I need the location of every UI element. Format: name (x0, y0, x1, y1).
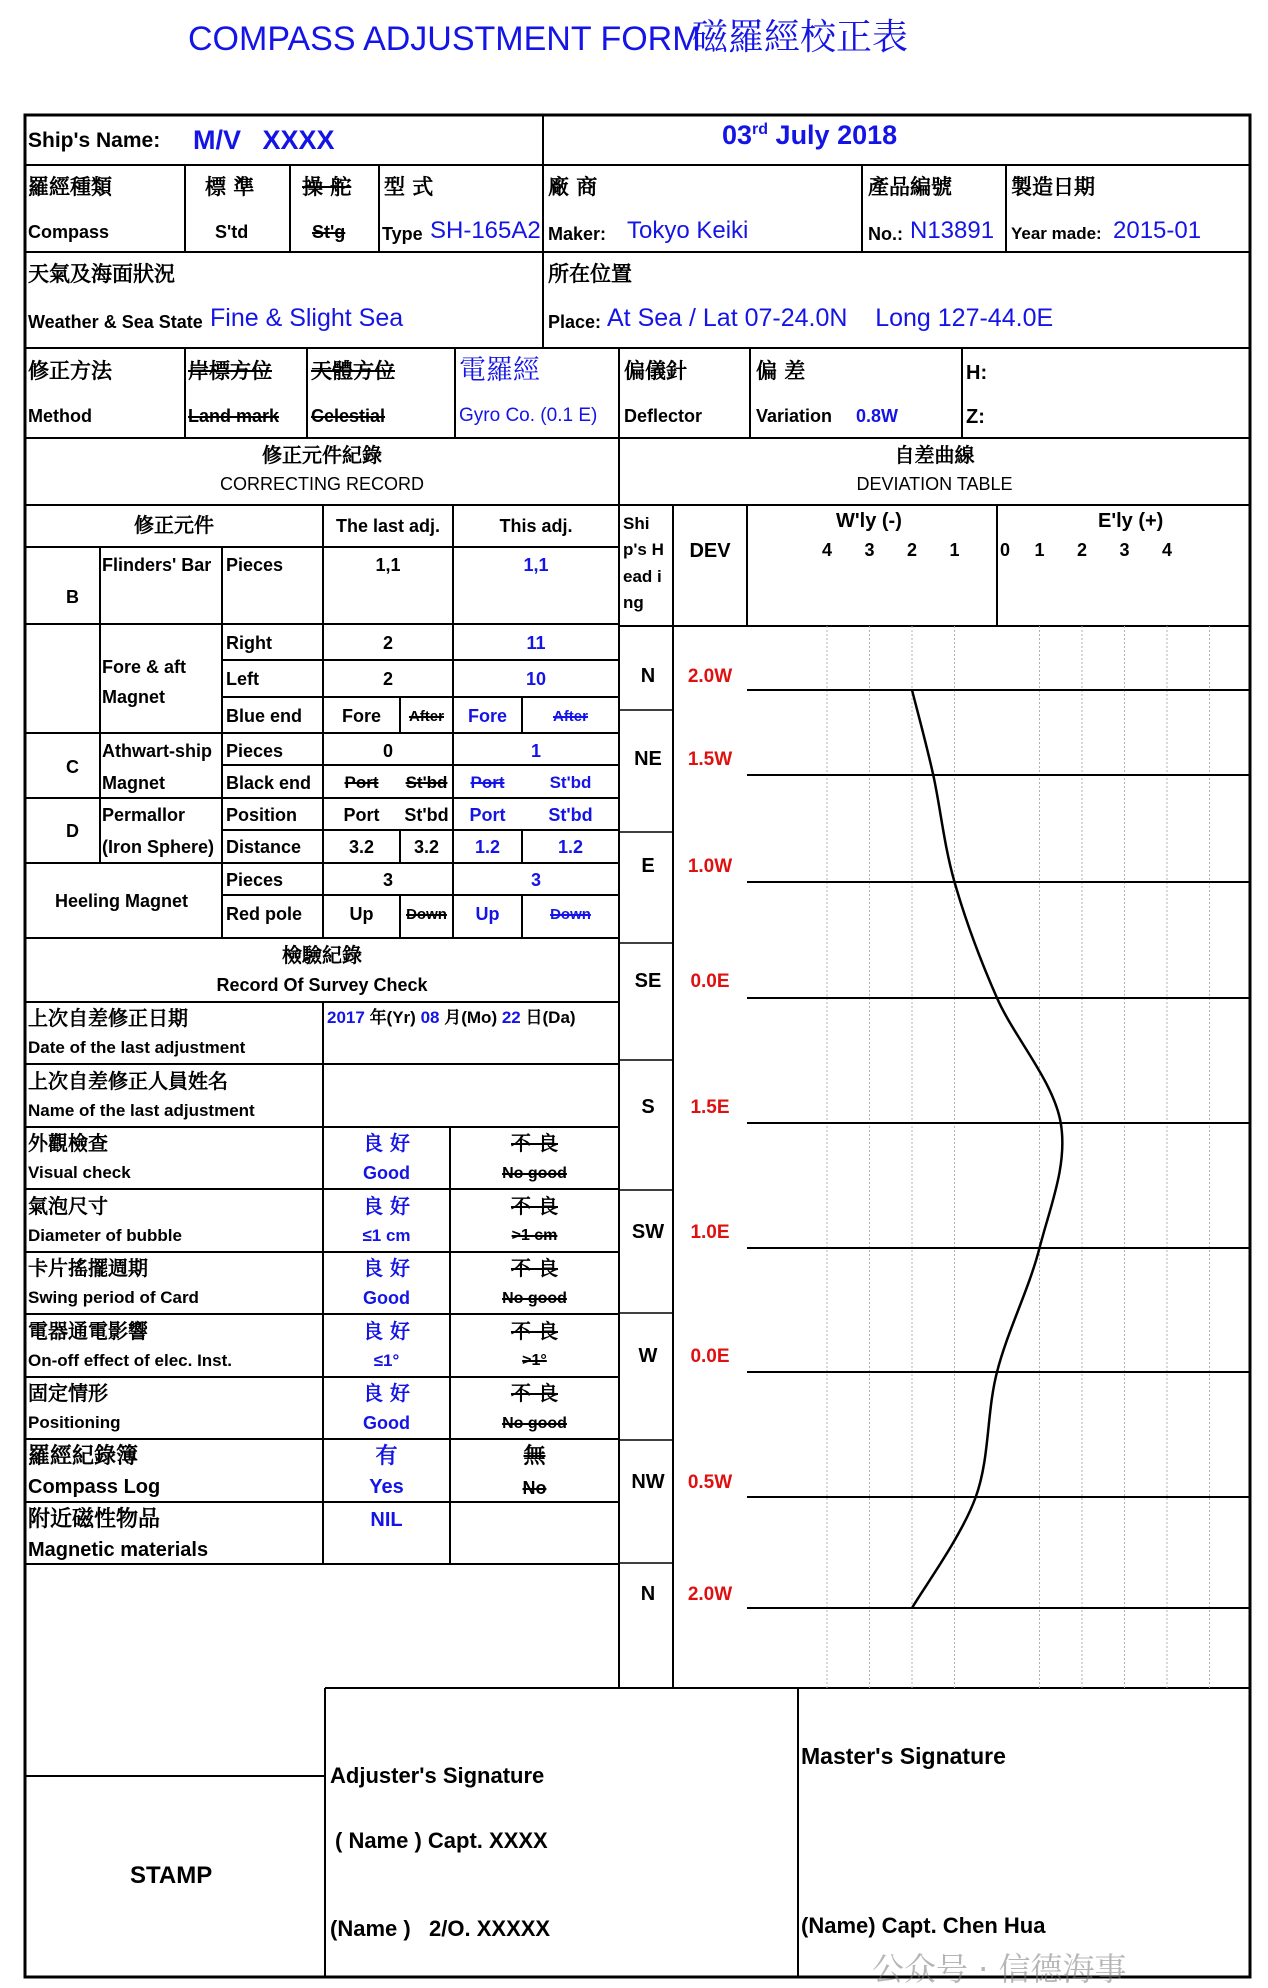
position-label: Position (226, 805, 297, 825)
dev-value-label: 1.5E (690, 1097, 730, 1118)
ship-name-value: M/V XXXX (193, 125, 335, 155)
blue-end-last-fore: Fore (341, 706, 381, 726)
compass-log-yes-en: Yes (369, 1476, 404, 1498)
compass-type-en: Compass (28, 222, 110, 242)
visual-check-zh: 外觀檢查 (28, 1131, 108, 1155)
weather-value: Fine & Slight Sea (210, 304, 404, 332)
dev-value-label: 1.5W (687, 749, 733, 770)
distance-2: 3.2 (413, 837, 440, 857)
col-last-header: The last adj. (335, 516, 441, 536)
wly-tick-label: 2 (906, 540, 918, 560)
swing-bad-zh: 不 良 (511, 1256, 558, 1280)
survey-record-en: Record Of Survey Check (216, 975, 428, 995)
form-title-en: COMPASS ADJUSTMENT FORM (188, 20, 701, 58)
maker-value: Tokyo Keiki (627, 217, 749, 244)
variation-zh: 偏 差 (756, 358, 806, 383)
ely-tick-label: 1 (1034, 540, 1045, 560)
heading-label: SE (634, 970, 662, 992)
permallor-label: Permallor (102, 805, 186, 825)
last-adj-name-zh: 上次自差修正人員姓名 (28, 1069, 228, 1093)
std-en: S'td (215, 222, 249, 242)
model-value: SH-165A2 (430, 217, 541, 244)
red-pole-label: Red pole (226, 904, 303, 924)
visual-good-en: Good (363, 1163, 410, 1183)
bubble-en: Diameter of bubble (28, 1226, 182, 1245)
onoff-good-en: ≤1° (373, 1351, 400, 1370)
heading-label: E (641, 855, 655, 877)
athwart-pieces-label: Pieces (226, 741, 284, 761)
positioning-bad-en: No good (502, 1415, 567, 1432)
magnetic-materials-zh: 附近磁性物品 (28, 1506, 161, 1532)
weather-zh: 天氣及海面狀況 (28, 261, 175, 286)
gyro-zh: 電羅經 (459, 355, 540, 386)
adjuster-name1: ( Name ) Capt. XXXX (335, 1828, 548, 1853)
heeling-magnet-label: Heeling Magnet (55, 891, 189, 911)
right-label: Right (226, 633, 272, 653)
positioning-good-zh: 良 好 (363, 1381, 410, 1405)
deviation-table-zh: 自差曲線 (894, 443, 975, 467)
heading-label: SW (631, 1221, 665, 1243)
right-last: 2 (382, 633, 393, 653)
ely-tick-label: 0 (999, 540, 1011, 560)
dev-header: DEV (689, 540, 731, 562)
distance-label: Distance (226, 837, 302, 857)
stamp-label: STAMP (130, 1862, 213, 1889)
fore-aft-label: Fore & aft (102, 657, 187, 677)
fore-aft-magnet-label: Magnet (102, 687, 165, 707)
place-value: At Sea / Lat 07-24.0N Long 127-44.0E (607, 304, 1054, 332)
model-zh: 型 式 (384, 174, 434, 199)
serial-label: No.: (868, 224, 903, 244)
section-b-label: B (66, 587, 79, 607)
magnetic-materials-en: Magnetic materials (28, 1539, 209, 1561)
ships-heading-header: Ship's Head ing (623, 514, 664, 613)
positioning-en: Positioning (28, 1413, 121, 1432)
last-adj-name-en: Name of the last adjustment (28, 1101, 255, 1120)
heading-label: N (640, 1583, 656, 1605)
section-d-label: D (66, 821, 79, 841)
year-value: 2015-01 (1113, 217, 1202, 244)
heading-label: NW (631, 1471, 665, 1493)
heeling-this: 3 (530, 870, 541, 890)
flinders-this: 1,1 (523, 555, 549, 575)
bubble-good-en: ≤1 cm (362, 1226, 411, 1245)
place-label: Place: (548, 312, 602, 332)
distance-1: 3.2 (348, 837, 375, 857)
flinders-last: 1,1 (375, 555, 401, 575)
bubble-zh: 氣泡尺寸 (28, 1194, 108, 1218)
heading-label: NE (634, 748, 662, 770)
dev-value-label: 2.0W (687, 666, 733, 687)
landmark-zh: 岸標方位 (188, 358, 272, 383)
position-last-stbd: St'bd (404, 805, 449, 825)
ely-tick-label: 2 (1076, 540, 1088, 560)
landmark-en: Land mark (188, 406, 280, 426)
blue-end-label: Blue end (226, 706, 303, 726)
swing-en: Swing period of Card (28, 1288, 199, 1307)
year-zh: 製造日期 (1011, 174, 1095, 199)
z-label: Z: (966, 406, 985, 428)
compass-log-no-en: No (522, 1478, 547, 1498)
adjuster-signature-label: Adjuster's Signature (330, 1763, 545, 1788)
swing-zh: 卡片搖擺週期 (28, 1256, 148, 1280)
last-adj-date-zh: 上次自差修正日期 (28, 1006, 188, 1030)
athwart-magnet-label: Magnet (102, 773, 165, 793)
position-last-port: Port (343, 805, 380, 825)
onoff-zh: 電器通電影響 (28, 1319, 148, 1343)
heading-label: S (641, 1096, 655, 1118)
h-label: H: (966, 362, 988, 384)
onoff-good-zh: 良 好 (363, 1319, 410, 1343)
model-label: Type (382, 224, 423, 244)
positioning-good-en: Good (363, 1413, 410, 1433)
red-pole-this-down: Down (550, 906, 591, 923)
athwart-last: 0 (382, 741, 393, 761)
method-en: Method (28, 406, 92, 426)
onoff-bad-en: >1° (522, 1352, 547, 1369)
ship-name-label: Ship's Name: (28, 129, 161, 152)
dev-value-label: 0.0E (690, 1346, 730, 1367)
form-title-zh: 磁羅經校正表 (692, 17, 909, 58)
compass-log-no-zh: 無 (523, 1443, 546, 1469)
wly-tick-label: 3 (864, 540, 875, 560)
black-end-last-stbd: St'bd (405, 773, 448, 792)
col-this-header: This adj. (499, 516, 573, 536)
position-this-port: Port (469, 805, 506, 825)
left-this: 10 (525, 669, 547, 689)
master-name: (Name) Capt. Chen Hua (801, 1913, 1046, 1938)
ely-tick-label: 3 (1119, 540, 1130, 560)
visual-bad-en: No good (502, 1165, 567, 1182)
heading-label: N (640, 665, 656, 687)
bubble-bad-en: >1 cm (511, 1227, 558, 1244)
deflector-zh: 偏儀針 (624, 358, 687, 383)
weather-label: Weather & Sea State (28, 312, 203, 332)
positioning-zh: 固定情形 (28, 1381, 108, 1405)
correcting-record-en: CORRECTING RECORD (219, 474, 424, 494)
maker-label: Maker: (548, 224, 607, 244)
red-pole-this-up: Up (475, 904, 500, 924)
left-label: Left (226, 669, 259, 689)
blue-end-last-after: After (408, 708, 444, 725)
swing-good-zh: 良 好 (363, 1256, 410, 1280)
variation-value: 0.8W (856, 406, 899, 426)
celestial-en: Celestial (311, 406, 386, 426)
dev-value-label: 0.5W (687, 1472, 733, 1493)
visual-good-zh: 良 好 (363, 1131, 410, 1155)
blue-end-this-after: After (552, 708, 588, 725)
right-this: 11 (526, 633, 546, 653)
heeling-pieces-label: Pieces (226, 870, 284, 890)
black-end-last-port: Port (344, 773, 379, 792)
position-this-stbd: St'bd (548, 805, 593, 825)
survey-record-zh: 檢驗紀錄 (282, 943, 362, 967)
method-zh: 修正方法 (28, 358, 112, 383)
wly-tick-label: 4 (821, 540, 833, 560)
distance-4: 1.2 (557, 837, 584, 857)
blue-end-this-fore: Fore (467, 706, 507, 726)
deflector-en: Deflector (624, 406, 703, 426)
positioning-bad-zh: 不 良 (511, 1381, 558, 1405)
serial-zh: 產品編號 (868, 174, 952, 199)
dev-value-label: 1.0W (687, 856, 733, 877)
wly-tick-label: 1 (949, 540, 960, 560)
black-end-this-port: Port (470, 773, 505, 792)
gyro-en: Gyro Co. (0.1 E) (459, 405, 598, 426)
bubble-bad-zh: 不 良 (511, 1194, 558, 1218)
compass-log-zh: 羅經紀錄簿 (28, 1443, 139, 1469)
maker-zh: 廠 商 (548, 174, 598, 199)
wly-header: W'ly (-) (836, 510, 902, 532)
athwart-this: 1 (530, 741, 541, 761)
onoff-bad-zh: 不 良 (511, 1319, 558, 1343)
year-label: Year made: (1011, 224, 1102, 243)
athwart-label: Athwart-ship (102, 741, 212, 761)
swing-good-en: Good (363, 1288, 410, 1308)
black-end-this-stbd: St'bd (549, 773, 592, 792)
survey-date: 03rd July 2018 (722, 120, 898, 150)
onoff-en: On-off effect of elec. Inst. (28, 1351, 233, 1370)
dev-value-label: 0.0E (690, 971, 730, 992)
col-item-header: 修正元件 (134, 513, 214, 537)
black-end-label: Black end (226, 773, 312, 793)
place-zh: 所在位置 (548, 261, 632, 286)
last-adj-date-en: Date of the last adjustment (28, 1038, 246, 1057)
ely-header: E'ly (+) (1098, 510, 1164, 532)
iron-sphere-label: (Iron Sphere) (102, 837, 215, 857)
master-signature-label: Master's Signature (801, 1743, 1006, 1769)
left-last: 2 (382, 669, 393, 689)
variation-en: Variation (756, 406, 833, 426)
red-pole-last-down: Down (406, 906, 447, 923)
section-c-label: C (66, 757, 79, 777)
compass-log-en: Compass Log (28, 1476, 161, 1498)
heeling-last: 3 (382, 870, 393, 890)
compass-type-zh: 羅經種類 (28, 174, 112, 199)
compass-log-yes-zh: 有 (375, 1443, 398, 1469)
adjuster-name2: (Name ) 2/O. XXXXX (330, 1916, 551, 1941)
dev-value-label: 2.0W (687, 1584, 733, 1605)
watermark: 公众号 · 信德海事 (872, 1950, 1127, 1988)
heading-label: W (638, 1345, 658, 1367)
magnetic-materials-value: NIL (370, 1509, 403, 1531)
distance-3: 1.2 (474, 837, 501, 857)
correcting-record-zh: 修正元件紀錄 (262, 443, 382, 467)
swing-bad-en: No good (502, 1290, 567, 1307)
dev-value-label: 1.0E (690, 1222, 730, 1243)
bubble-good-zh: 良 好 (363, 1194, 410, 1218)
flinders-bar-label: Flinders' Bar (102, 555, 212, 575)
ely-tick-label: 4 (1161, 540, 1173, 560)
last-adj-date-value: 2017 年(Yr) 08 月(Mo) 22 日(Da) (327, 1008, 576, 1027)
visual-check-en: Visual check (28, 1163, 131, 1182)
deviation-table-en: DEVIATION TABLE (856, 474, 1013, 494)
stg-zh: 操 舵 (302, 174, 352, 199)
red-pole-last-up: Up (349, 904, 374, 924)
stg-en: St'g (312, 222, 346, 242)
std-zh: 標 準 (205, 174, 255, 199)
flinders-pieces-label: Pieces (226, 555, 284, 575)
celestial-zh: 天體方位 (311, 358, 395, 383)
visual-bad-zh: 不 良 (511, 1131, 558, 1155)
serial-value: N13891 (910, 217, 995, 244)
